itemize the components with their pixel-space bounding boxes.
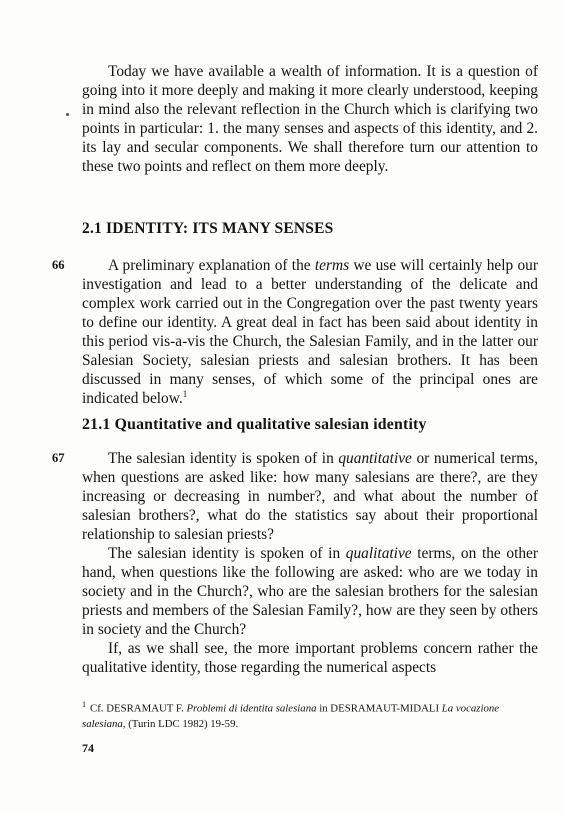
quantitative-after: or numerical terms, when questions are asked like: how many salesians are there?, are they increasing or decreasing in number?, and what about the number of salesian brothers?, what do the statistics say about their proportional relationship to salesian priests? xyxy=(82,450,539,543)
qualitative-paragraph xyxy=(82,544,538,639)
footnote-prefix: Cf. DESRAMAUT F. xyxy=(90,702,187,715)
footnote-reference[interactable]: 1 xyxy=(182,388,188,399)
quantitative-paragraph xyxy=(82,449,538,544)
qualitative-after: terms, on the other hand, when questions like the following are asked: who are we today in society and in the Church?, who are the salesian brothers for the salesian priests and members of the Salesian Family?, how are they seen by others in society and the Church? xyxy=(82,545,539,638)
footnote-suffix: (Turin LDC 1982) 19-59. xyxy=(125,717,239,730)
intro-text: Today we have available a wealth of information. It is a question of going into it more deeply and making it more clearly understood, keeping in mind also the relevant reflection in the Church which is clarifying two points in particular: 1. the many senses and aspects of this identity, and 2. its lay and secular components. We shall therefore turn our attention to these two points and reflect on them more deeply. xyxy=(82,63,538,175)
qualitative-before: The salesian identity is spoken of in xyxy=(108,545,346,562)
footnote-mark: 1 xyxy=(82,700,86,709)
quantitative-before: The salesian identity is spoken of in xyxy=(108,450,339,467)
footnote xyxy=(82,697,538,732)
qualitative-emphasis: qualitative xyxy=(345,545,412,562)
quantitative-emphasis: quantitative xyxy=(338,450,412,467)
section-heading: 2.1 IDENTITY: ITS MANY SENSES xyxy=(82,220,334,237)
identity-paragraphs xyxy=(82,449,538,677)
section-paragraph-emphasis: terms xyxy=(314,257,350,274)
section-paragraph-text xyxy=(82,256,538,408)
margin-number-66: 66 xyxy=(52,258,65,272)
section-paragraph-before: A preliminary explanation of the xyxy=(108,257,315,274)
section-paragraph xyxy=(82,256,538,408)
footnote-title: Problemi di identita salesiana xyxy=(186,702,317,715)
footnote-title2: La vocazione salesiana, xyxy=(82,702,500,730)
closing-paragraph: If, as we shall see, the more important problems concern rather the qualitative identity, those regarding the numerical aspects xyxy=(82,640,538,676)
intro-paragraph xyxy=(82,62,538,176)
page-number: 74 xyxy=(82,741,94,755)
scan-speck xyxy=(66,113,69,116)
subsection-heading: 21.1 Quantitative and qualitative salesian identity xyxy=(82,416,427,433)
margin-number-67: 67 xyxy=(52,451,65,465)
section-paragraph-after: we use will certainly help our investigation and lead to a better understanding of the delicate and complex work carried out in the Congregation over the past twenty years to define our identity. A great deal in fact has been said about identity in this period vis-a-vis the Church, the Salesian Family, and in the latter our Salesian Society, salesian priests and salesian brothers. It has been discussed in many senses, of which some of the principal ones are indicated below. xyxy=(82,257,538,407)
footnote-middle: in DESRAMAUT-MIDALI xyxy=(316,702,442,715)
